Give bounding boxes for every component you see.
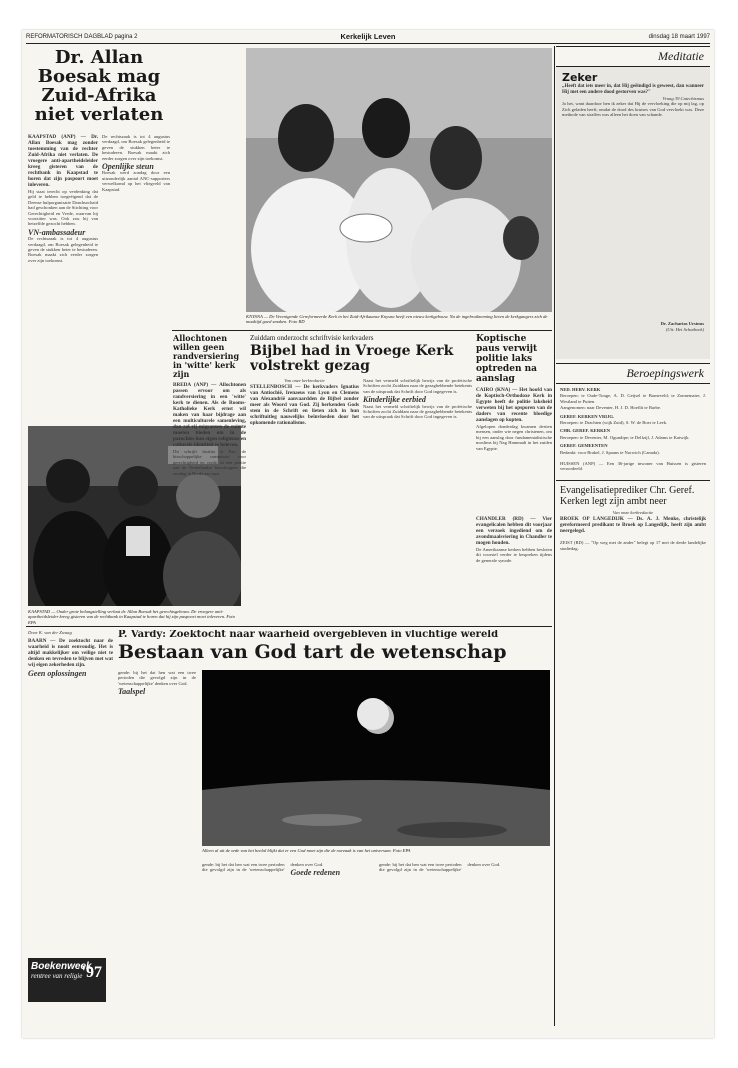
koptische-lead: CAIRO (KNA) — Het hoofd van de Koptisch-Orthodoxe Kerk in Egypte heeft de politie laksheid verweten bij het opsporen van de daders van recente bloedige aanslagen op kopten.: [476, 387, 552, 423]
zeker-title: Zeker: [562, 71, 598, 84]
vardy-col2: [118, 670, 196, 956]
beroep-list: [556, 384, 710, 476]
church-photo: [246, 48, 552, 312]
vardy-body: gende: bij het dat hen wat een twee perioden die gevolgd zijn in de 'wetenschappelijke' denken over God.: [118, 670, 196, 686]
koptische-article: [476, 334, 552, 510]
boekenweek-number: '97: [81, 964, 102, 981]
geref-vrijg: GEREF. KERKEN VRIJG.: [560, 413, 615, 419]
vardy-headline: Bestaan van God tart de wetenschap: [118, 641, 507, 663]
vardy-body-c: gende: bij het dat hen wat een twee perioden die gevolgd zijn in de 'wetenschappelijke' denken over God.: [379, 862, 501, 873]
sidebar-divider: [554, 46, 555, 1026]
zuiddam-body2: Naast het vermeld schriftelijk bewijs van de profetische Schriften zocht Zuiddam naar de gezaghebbende betekenis van de uitspraak dat Schrift door God ingegeven is.: [363, 403, 472, 420]
chandler-body: De Amerikaanse kerken hebben besloten dit voorstel verder te bespreken tijdens de generale synode.: [476, 547, 552, 563]
beroep1: Beroepen: te Oude-Tonge, A. D. Geijsel te Barneveld; te Zonnemaire, J. Westland te Putten.: [560, 393, 706, 404]
boesak-headline-box: [28, 48, 170, 132]
vardy-cols: [202, 862, 550, 958]
zeker-author: Dr. Zacharias Ursinus: [660, 321, 704, 327]
vardy-kicker: P. Vardy: Zoektocht naar waarheid overgebleven in vluchtige wereld: [118, 630, 499, 640]
zuiddam-lead: STELLENBOSCH — De kerkvaders Ignatius van Antiochië, Irenaeus van Lyon en Clemens van Alexandrië aanvaardden de Bijbel zonder meer als Woord van God. Zij herkenden Gods stem in de Schrift en lieten zich in hun schriftuitleg nauwelijks beïnvloeden door het opkomende rationalisme.: [250, 384, 359, 427]
geref-gem: GEREF. GEMEENTEN: [560, 443, 608, 449]
zeker-source: Vraag 39 Catechismus: [662, 96, 704, 101]
boesak-sub1: VN-ambassadeur: [28, 227, 86, 237]
boesak-sub2: Openlijke steun: [102, 162, 154, 172]
beroep-heading: Beroepingswerk: [556, 363, 710, 384]
zeker-quote: „Heeft dat iets meer in, dat Hij geëindigd is geweest, dan wanneer Hij met een andere dood gestorven was?": [562, 84, 704, 95]
evang-headline: Evangelisatieprediker Chr. Geref. Kerken legt zijn ambt neer: [560, 484, 695, 507]
church-caption: [246, 314, 552, 325]
header-left: REFORMATORISCH DAGBLAD pagina 2: [26, 33, 138, 40]
zuiddam-sub: Kinderlijke eerbied: [363, 395, 426, 405]
koptische-headline: Koptische paus verwijt politie laks optreden na aanslag: [476, 334, 538, 384]
huissen: HUISSEN (ANP) — Een 36-jarige inwoner van Huissen is gisteren veroordeeld.: [560, 461, 706, 472]
meditatie-heading: Meditatie: [556, 46, 710, 67]
church-caption-text: KNYSNA — De Verenigende Gereformeerde Kerk in het Zuid-Afrikaanse Knysna heeft een nieuw kerkgebouw. Na de ingebruikneming lieten de kerkgangers zich de maaltijd goed smaken.: [246, 314, 548, 325]
ned-herv: NED. HERV. KERK: [560, 387, 601, 392]
newspaper-page: [22, 30, 714, 1038]
earth-caption-text: Alleen al uit de orde van het heelal blijkt dat er een God moet zijn die de oorzaak is van het universum.: [202, 848, 392, 853]
vardy-heads: [118, 630, 552, 664]
page-header: [26, 30, 710, 44]
boesak-caption-text: KAAPSTAD — Onder grote belangstelling verlaat dr. Allan Boesak het gerechtsgebouw. De vroegere anti-apartheidsleider kreeg gisteren van de rechtbank in Kaapstad te horen dat hij zijn paspoort moet inleveren.: [28, 609, 226, 620]
chr-geref: CHR. GEREF. KERKEN: [560, 428, 611, 434]
boekenweek-tagline: rentree van religie: [31, 972, 83, 980]
vardy-lead: BAARN — De zoektocht naar de waarheid is nooit eenvoudig. Het is altijd makkelijker om veilige niet te denken en tevreden te blijven met wat wij eigen zekerheden zijn.: [28, 638, 113, 669]
boesak-lead: KAAPSTAD (ANP) — Dr. Allan Boesak mag zonder toestemming van de rechter Zuid-Afrika niet verlaten. De vroegere anti-apartheidsleider kreeg gisteren van de rechtbank in Kaapstad te horen dat zijn paspoort moet inleveren.: [28, 134, 98, 188]
zuiddam-article: [250, 334, 472, 624]
vardy-sub3: Goede redenen: [290, 868, 341, 878]
boesak-col1: [28, 134, 98, 446]
zeist: ZEIST (RD) — "Op weg met de ander" belegt op 17 mei de derde landelijke studiedag.: [560, 540, 706, 551]
zeker-body: Ja het, want daardoor ben ik zeker dat Hij de vervloeking die op mij lag, op Zich geladen heeft; omdat de dood des kruises van God vervloekt was. Deze methode van straffen was alleen het doen van schande.: [562, 101, 704, 118]
sidebar-rule: [556, 480, 710, 481]
rule-2: [26, 626, 552, 627]
boesak-body3: Boesak werd zondag door een uitzonderlijk aantal ANC-supporters verwelkomd op het vliegveld van Kaapstad.: [102, 170, 170, 192]
evang-body: BROEK OP LANGEDIJK — Ds. A. J. Menke, christelijk gereformeerd predikant te Broek op Langedijk, heeft zijn ambt neergelegd.: [560, 516, 706, 535]
vardy-sub2: Taalspel: [118, 687, 146, 697]
vardy-col1: [28, 630, 113, 956]
boesak-col2: [102, 134, 170, 446]
allochtonen-body: Dit schrijft Justitia et Pax, de bisschoppelijke commissie voor gerechtigheid en vrede, in een petitie aan de Nederlandse bisschoppen die zondag in Breda aan rapt.: [173, 449, 246, 476]
bedankt: Bedankt: voor Brakel, J. Spaans te Norwich (Canada).: [560, 449, 660, 455]
sidebar: [556, 46, 710, 1036]
zuiddam-kicker: Zuiddam onderzocht schriftvisie kerkvaders: [250, 334, 374, 342]
allochtonen-lead: BREDA (ANP) — Allochtonen passen ervoor om als randversiering in een 'witte' kerk te dienen. Als de Rooms-Katholieke Kerk ernst wil maken van haar bijdrage aan een multiculturele samenleving, dan zal zij migranten de ruimte moeten bieden om in de parochies hun eigen religieuze en culturele identiteit te beleven.: [173, 382, 246, 448]
header-date: dinsdag 18 maart 1997: [648, 33, 710, 40]
allochtonen-article: [173, 334, 246, 624]
boesak-headline: Dr. Allan Boesak mag Zuid-Afrika niet verlaten: [34, 48, 164, 125]
vardy-body-b: gende: bij het dat hen wat een twee perioden die gevolgd zijn in de 'wetenschappelijke' denken over God.: [202, 862, 324, 873]
rule-1: [172, 330, 552, 331]
boesak-body2b: De rechtszaak is tot 4 augustus verdaagd, om Boesak gelegenheid te geven de stukken beter te bestuderen. Boesak maakt zich eerder zorgen over zijn toekomst.: [102, 134, 170, 161]
meditatie-box: [556, 67, 710, 359]
earth-caption: [202, 848, 550, 853]
zuiddam-headline: Bijbel had in Vroege Kerk volstrekt gezag: [250, 343, 454, 374]
aangenomen: Aangenomen: naar Deventer, H. J. D. Hoeflit te Barbe.: [560, 405, 661, 411]
boekenweek-brand: Boekenweek: [31, 961, 92, 972]
beroep2: Beroepen: te Drachten (wijk Zuid), S. W. de Boer te Leek.: [560, 420, 668, 426]
allochtonen-headline: Allochtonen willen geen randversiering in 'witte' kerk zijn: [173, 334, 240, 379]
vardy-byline: Door K. van der Zwaag: [28, 630, 72, 635]
earth-credit: Foto EPA: [392, 848, 411, 853]
church-credit: Foto RD: [288, 319, 305, 325]
evang-byline: Van onze kerkredactie: [612, 509, 654, 515]
earth-photo: [202, 670, 550, 846]
beroep3: Beroepen: te Deventer, M. Ogundipe; te Delfzijl, J. Adams te Katwijk.: [560, 434, 690, 440]
boesak-credit: Foto EPA: [28, 614, 235, 625]
vardy-sub: Geen oplossingen: [28, 669, 87, 679]
evang-article: [556, 507, 710, 555]
boesak-body2: De rechtszaak is tot 4 augustus verdaagd, om Boesak gelegenheid te geven de stukken beter te bestuderen. Boesak maakt zich eerder zorgen over zijn toekomst.: [28, 236, 98, 263]
zuiddam-byline: Van onze kerkredactie: [284, 378, 325, 383]
zeker-note: (Uit: Het Schatboek): [665, 326, 704, 332]
header-section: Kerkelijk Leven: [340, 32, 396, 41]
boesak-body: Hij staat terecht op verdenking dat geld te hebben toegeëigend dat de Deense hulporganisatie Danchurchaid had geschonken aan de Stichting voor Gerechtigheid en Vrede, waarvan hij voorzitter was. Ook zou hij van hetzelfde gezocht hebben.: [28, 189, 98, 227]
chandler-lead: CHANDLER (RD) — Vier evangelicalen hebben dit voorjaar een verzoek ingediend om de avondmaalsviering in Chandler te mogen houden.: [476, 516, 552, 546]
boekenweek-banner: [28, 958, 106, 1002]
koptische-body: Afgelopen donderdag kwamen dertien mensen, onder wie negen christenen, om bij een aanslag door fundamentalistische moslims bij Nag Hammadi in het zuiden van Egypte.: [476, 424, 552, 451]
chandler-article: [476, 516, 552, 626]
zuiddam-body: Naast het vermeld schriftelijk bewijs van de profetische Schriften zocht Zuiddam naar de gezaghebbende betekenis van de uitspraak dat Schrift door God ingegeven is.: [363, 378, 472, 394]
